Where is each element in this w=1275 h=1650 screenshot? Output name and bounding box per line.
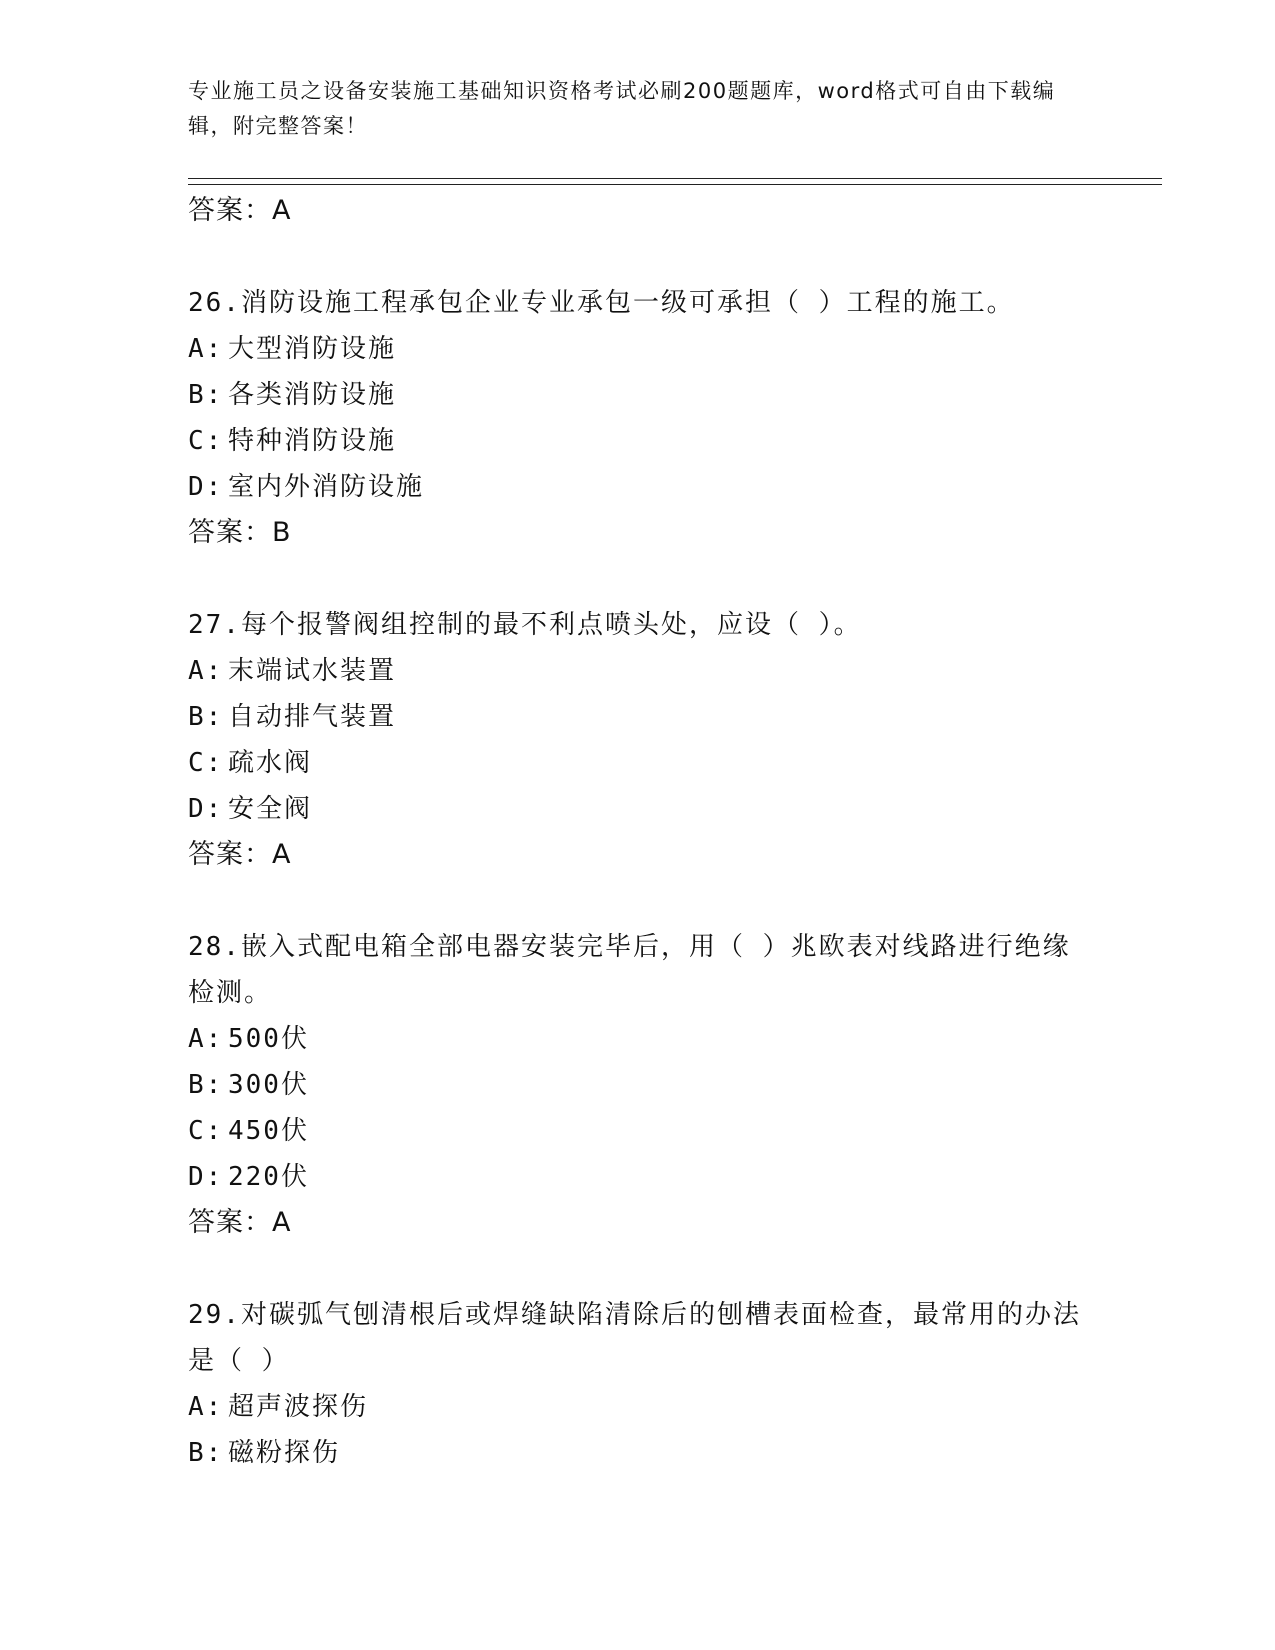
option-letter: D: — [188, 794, 224, 824]
option-a — [188, 326, 1088, 372]
option-letter: B: — [188, 1438, 224, 1468]
option-letter: C: — [188, 748, 224, 778]
option-text: 磁粉探伤 — [228, 1438, 341, 1468]
header-divider-top — [188, 178, 1162, 179]
option-a — [188, 1016, 1088, 1062]
option-b — [188, 1430, 1088, 1476]
option-a — [188, 1384, 1088, 1430]
option-text: 220伏 — [228, 1162, 309, 1192]
option-text: 超声波探伤 — [228, 1392, 369, 1422]
option-letter: B: — [188, 702, 224, 732]
question-stem: 27.每个报警阀组控制的最不利点喷头处，应设（ ）。 — [188, 610, 862, 640]
question-29 — [188, 1292, 1088, 1476]
question-stem: 26.消防设施工程承包企业专业承包一级可承担（ ）工程的施工。 — [188, 288, 1015, 318]
question-26 — [188, 280, 1088, 556]
option-text: 大型消防设施 — [228, 334, 397, 364]
option-letter: A: — [188, 1024, 224, 1054]
option-letter: B: — [188, 380, 224, 410]
option-d — [188, 1154, 1088, 1200]
question-27 — [188, 602, 1088, 878]
question-list — [188, 188, 1088, 1476]
option-text: 500伏 — [228, 1024, 309, 1054]
option-text: 自动排气装置 — [228, 702, 397, 732]
option-text: 各类消防设施 — [228, 380, 397, 410]
option-letter: A: — [188, 334, 224, 364]
option-text: 末端试水装置 — [228, 656, 397, 686]
option-c — [188, 740, 1088, 786]
answer-line: 答案：A — [188, 1207, 292, 1238]
option-c — [188, 418, 1088, 464]
option-text: 特种消防设施 — [228, 426, 397, 456]
option-letter: B: — [188, 1070, 224, 1100]
option-a — [188, 648, 1088, 694]
header-divider-bottom — [188, 184, 1162, 185]
option-text: 疏水阀 — [228, 748, 313, 778]
answer-line: 答案：B — [188, 517, 292, 548]
option-text: 300伏 — [228, 1070, 309, 1100]
option-c — [188, 1108, 1088, 1154]
option-d — [188, 464, 1088, 510]
option-letter: A: — [188, 656, 224, 686]
option-b — [188, 1062, 1088, 1108]
question-28 — [188, 924, 1088, 1246]
option-d — [188, 786, 1088, 832]
answer-line: 答案：A — [188, 839, 292, 870]
option-letter: C: — [188, 1116, 224, 1146]
option-letter: C: — [188, 426, 224, 456]
option-letter: A: — [188, 1392, 224, 1422]
option-text: 450伏 — [228, 1116, 309, 1146]
question-stem: 29.对碳弧气刨清根后或焊缝缺陷清除后的刨槽表面检查，最常用的办法是（ ） — [188, 1300, 1081, 1376]
option-b — [188, 694, 1088, 740]
answer-line: 答案：A — [188, 195, 292, 226]
option-b — [188, 372, 1088, 418]
question-stem: 28.嵌入式配电箱全部电器安装完毕后，用（ ）兆欧表对线路进行绝缘检测。 — [188, 932, 1071, 1008]
option-text: 安全阀 — [228, 794, 313, 824]
option-text: 室内外消防设施 — [228, 472, 425, 502]
option-letter: D: — [188, 1162, 224, 1192]
document-header: 专业施工员之设备安装施工基础知识资格考试必刷200题题库，word格式可自由下载编辑，附完整答案！ — [188, 79, 1056, 138]
option-letter: D: — [188, 472, 224, 502]
